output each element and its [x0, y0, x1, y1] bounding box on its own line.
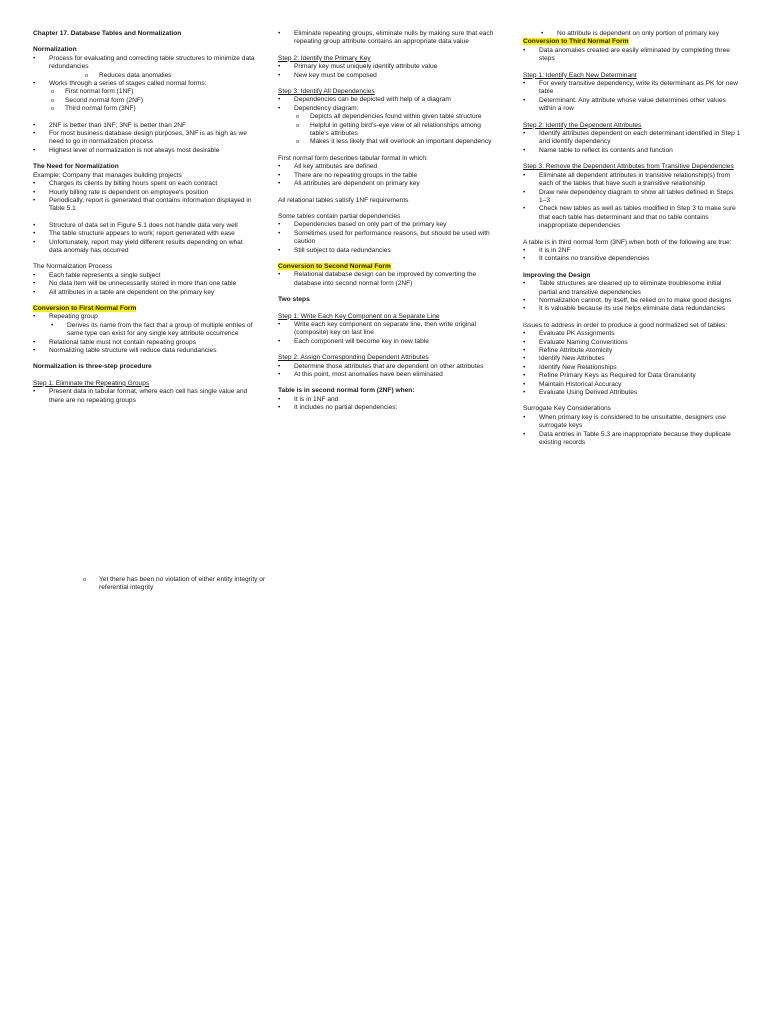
list-item: • Eliminate all dependent attributes in transitive relationship(s) from each of the tables that have such a transitive relationship [523, 172, 741, 189]
list-item: • Data entries in Table 5.3 are inappropriate because they duplicate existing records [523, 431, 741, 448]
list-item: • Normalizing table structure will reduce data redundancies [33, 347, 255, 355]
column-2 [278, 30, 500, 413]
issue-item: • Identify New Attributes [523, 355, 741, 363]
conversion-1nf-list [33, 313, 255, 355]
list-item: • Draw new dependency diagram to show all tables defined in Steps 1–3 [523, 189, 741, 206]
list-item: • Periodically, report is generated that contains information displayed in Table 5.1 [33, 197, 255, 214]
list-item: • When primary key is considered to be unsuitable, designers use surrogate keys [523, 414, 741, 431]
list-item: • Process for evaluating and correcting table structures to minimize data redundancies [33, 55, 255, 72]
step-heading: Step 1: Identify Each New Determinant [523, 71, 637, 79]
step-heading: Step 1: Write Each Key Component on a Separate Line [278, 312, 440, 320]
issues-list [523, 330, 741, 397]
step-heading: Step 2: Identify the Dependent Attributes [523, 121, 642, 129]
list-subitem: o Depicts all dependencies found within given table structure [278, 113, 500, 121]
step-heading: Step 2: Identify the Primary Key [278, 54, 371, 62]
section-heading-improving: Improving the Design [523, 271, 591, 279]
list-item: • For most business database design purposes, 3NF is as high as we need to go in normalization process [33, 130, 255, 147]
tnf-list [523, 247, 741, 264]
list-item: • It includes no partial dependencies: [278, 404, 500, 412]
list-item: • Structure of data set in Figure 5.1 does not handle data very well [33, 222, 255, 230]
example-text: Example: Company that manages building projects [33, 171, 182, 179]
t3-list [523, 172, 741, 231]
highlighted-heading-3nf: Conversion to Third Normal Form [523, 38, 629, 46]
list-item: • Relational database design can be improved by converting the database into second normal form (2NF) [278, 271, 500, 288]
list-item: • Determine those attributes that are dependent on other attributes [278, 363, 500, 371]
list-item: • It is in 1NF and [278, 396, 500, 404]
issue-item: • Identify New Relationships [523, 364, 741, 372]
list-item: • The table structure appears to work; report generated with ease [33, 230, 255, 238]
step-heading: Step 3: Identify All Dependencies [278, 88, 375, 96]
list-item: • Write each key component on separate line, then write original (composite) key on last line [278, 321, 500, 338]
section-heading-normalization: Normalization [33, 46, 77, 54]
top-list [523, 30, 741, 38]
step-heading: Step 3: Remove the Dependent Attributes from Transitive Dependencies [523, 163, 734, 171]
list-item: • No data item will be unnecessarily stored in more than one table [33, 280, 255, 288]
paragraph: First normal form describes tabular format in which: [278, 154, 428, 162]
list-item: • Each table represents a single subject [33, 272, 255, 280]
s1-list [278, 321, 500, 346]
list-item: • Works through a series of stages called normal forms: [33, 80, 255, 88]
list-item: • At this point, most anomalies have been eliminated [278, 371, 500, 379]
paragraph: Some tables contain partial dependencies [278, 212, 401, 220]
list-subitem: • Derives its name from the fact that a group of multiple entries of same type can exist for any single key attribute occurrence [33, 322, 255, 339]
list-item: • All key attributes are defined [278, 163, 500, 171]
list-item: • Relational table must not contain repeating groups [33, 339, 255, 347]
step3-list [278, 96, 500, 146]
section-heading-process: The Normalization Process [33, 263, 113, 271]
partial-list [278, 221, 500, 255]
list-item: • Unfortunately, report may yield different results depending on what data anomaly has occurred [33, 239, 255, 256]
list-item: • It is in 2NF [523, 247, 741, 255]
paragraph: Surrogate Key Considerations [523, 405, 611, 413]
paragraph: Issues to address in order to produce a good normalized set of tables: [523, 321, 728, 329]
paragraph: All relational tables satisfy 1NF requirements [278, 196, 409, 204]
issue-item: • Evaluate Using Derived Attributes [523, 389, 741, 397]
list-item: • Dependencies based on only part of the primary key [278, 221, 500, 229]
s2-list [278, 363, 500, 380]
list-item: • Normalization cannot, by itself, be relied on to make good designs [523, 297, 741, 305]
list-item: • Table structures are cleaned up to eliminate troublesome initial partial and transitive dependencies [523, 280, 741, 297]
list-item: • Dependency diagram: [278, 105, 500, 113]
step2-list [278, 63, 500, 80]
list-item: • 2NF is better than 1NF; 3NF is better than 2NF [33, 122, 255, 130]
list-item: • Check new tables as well as tables modified in Step 3 to make sure that each table has determinant and that no table contains inappropriate dependencies [523, 205, 741, 230]
list-item: • Charges its clients by billing hours spent on each contract [33, 180, 255, 188]
list-item: • Present data in tabular format, where each cell has single value and there are no repeating groups [33, 388, 255, 405]
list-item: • For every transitive dependency, write its determinant as PK for new table [523, 80, 741, 97]
step-heading: Step 1: Eliminate the Repeating Groups [33, 379, 150, 387]
stray-subitem: o Yet there has been no violation of either entity integrity or referential integrity [83, 576, 269, 593]
process-list [33, 272, 255, 297]
list-item: • All attributes in a table are dependent on the primary key [33, 289, 255, 297]
snf-heading: Table is in second normal form (2NF) when: [278, 387, 415, 395]
document-title: Chapter 17. Database Tables and Normalization [33, 30, 182, 37]
list-item: • Hourly billing rate is dependent on employee's position [33, 189, 255, 197]
snf-list [278, 396, 500, 413]
fnf-list [278, 163, 500, 188]
list-subitem: o Helpful in getting bird's-eye view of all relationships among table's attributes [278, 122, 500, 139]
normal-form-item: o Second normal form (2NF) [33, 97, 255, 105]
list-item: • Determinant. Any attribute whose value determines other values within a row [523, 97, 741, 114]
list-item: • Data anomalies created are easily eliminated by completing three steps [523, 47, 741, 64]
list-item: • Highest level of normalization is not always most desirable [33, 147, 255, 155]
list-item: • New key must be composed [278, 72, 500, 80]
highlighted-heading-1nf: Conversion to First Normal Form [33, 304, 137, 312]
surrogate-list [523, 414, 741, 448]
list-subitem: o Reduces data anomalies [33, 72, 255, 80]
list-item: • Dependencies can be depicted with help of a diagram [278, 96, 500, 104]
three-step-heading: Normalization is three-step procedure [33, 363, 152, 371]
issue-item: • Maintain Historical Accuracy [523, 381, 741, 389]
list-item: • Name table to reflect its contents and function [523, 147, 741, 155]
paragraph: A table is in third normal form (3NF) when both of the following are true: [523, 238, 732, 246]
column-3 [523, 30, 741, 447]
issue-item: • Refine Attribute Atomicity [523, 347, 741, 355]
section-heading-need: The Need for Normalization [33, 163, 119, 171]
t1-list [523, 80, 741, 114]
list-item: • Repeating group [33, 313, 255, 321]
list-item: • Each component will become key in new table [278, 338, 500, 346]
list-item: • Eliminate repeating groups, eliminate nulls by making sure that each repeating group attribute contains an appropriate data value [278, 30, 500, 47]
list-item: • It contains no transitive dependencies [523, 255, 741, 263]
list-item: • Sometimes used for performance reasons, but should be used with caution [278, 230, 500, 247]
need-list [33, 180, 255, 255]
highlighted-heading-2nf: Conversion to Second Normal Form [278, 262, 391, 270]
list-item: • There are no repeating groups in the table [278, 172, 500, 180]
normalization-list [33, 55, 255, 155]
improving-list [523, 280, 741, 314]
issue-item: • Refine Primary Keys as Required for Data Granularity [523, 372, 741, 380]
issue-item: • Evaluate PK Assignments [523, 330, 741, 338]
list-item: • All attributes are dependent on primary key [278, 180, 500, 188]
step-heading: Step 2: Assign Corresponding Dependent Attributes [278, 354, 429, 362]
normal-form-item: o First normal form (1NF) [33, 88, 255, 96]
issue-item: • Evaluate Naming Conventions [523, 339, 741, 347]
normal-form-item: o Third normal form (3NF) [33, 105, 255, 113]
list-item: • Identify attributes dependent on each determinant identified in Step 1 and identify dependency [523, 130, 741, 147]
list-item: • Still subject to data redundancies [278, 247, 500, 255]
top-list [278, 30, 500, 47]
list-item: • Primary key must uniquely identify attribute value [278, 63, 500, 71]
conversion-3nf-list [523, 47, 741, 64]
two-steps-heading: Two steps [278, 296, 310, 304]
conversion-2nf-list [278, 271, 500, 288]
list-subitem: • No attribute is dependent on only portion of primary key [523, 30, 741, 38]
t2-list [523, 130, 741, 155]
list-subitem: o Makes it less likely that will overlook an important dependency [278, 138, 500, 146]
step1-list [33, 388, 255, 405]
list-item: • It is valuable because its use helps eliminate data redundancies [523, 305, 741, 313]
column-1 [33, 30, 255, 405]
